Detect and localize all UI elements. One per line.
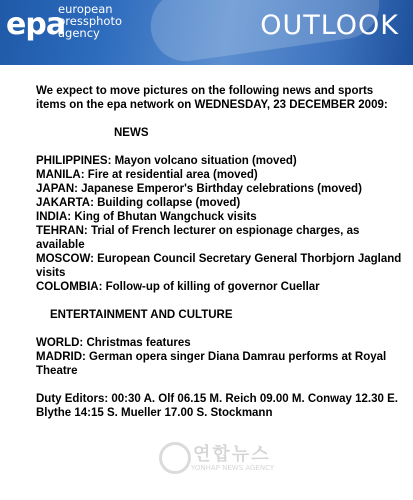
list-item: JAKARTA: Building collapse (moved): [36, 197, 241, 209]
list-item: JAPAN: Japanese Emperor's Birthday celebrations (moved): [36, 183, 362, 195]
duty-editors: Duty Editors: 00:30 A. Olf 06.15 M. Reich 09.00 M. Conway 12.30 E. Blythe 14:15 S. Mueller 17.00 S. Stockmann: [36, 393, 398, 419]
entertainment-list: [36, 336, 406, 378]
list-item: MADRID: German opera singer Diana Damrau performs at Royal Theatre: [36, 351, 387, 377]
list-item: MOSCOW: European Council Secretary General Thorbjorn Jagland visits: [36, 253, 402, 279]
header-banner: [0, 0, 413, 65]
list-item: COLOMBIA: Follow-up of killing of governor Cuellar: [36, 281, 320, 293]
news-heading: NEWS: [114, 127, 149, 139]
list-item: MANILA: Fire at residential area (moved): [36, 169, 258, 181]
watermark-sub: YONHAP NEWS AGENCY: [191, 464, 275, 472]
list-item: INDIA: King of Bhutan Wangchuck visits: [36, 211, 257, 223]
list-item: WORLD: Christmas features: [36, 337, 191, 349]
epa-logo: epa: [6, 7, 66, 42]
list-item: PHILIPPINES: Mayon volcano situation (moved): [36, 155, 297, 167]
yonhap-logo-icon: [159, 442, 191, 474]
intro-text: We expect to move pictures on the following news and sports items on the epa network on WEDNESDAY, 23 DECEMBER 2009:: [36, 85, 388, 111]
news-list: [36, 154, 406, 294]
list-item: TEHRAN: Trial of French lecturer on espionage charges, as available: [36, 225, 360, 251]
page-title: OUTLOOK: [260, 10, 399, 41]
agency-name: european pressphoto agency: [58, 2, 123, 40]
watermark-main: 연합뉴스: [193, 444, 271, 465]
yonhap-watermark: [155, 438, 295, 478]
outlook-body: [36, 84, 406, 420]
entertainment-heading: ENTERTAINMENT AND CULTURE: [50, 309, 233, 321]
